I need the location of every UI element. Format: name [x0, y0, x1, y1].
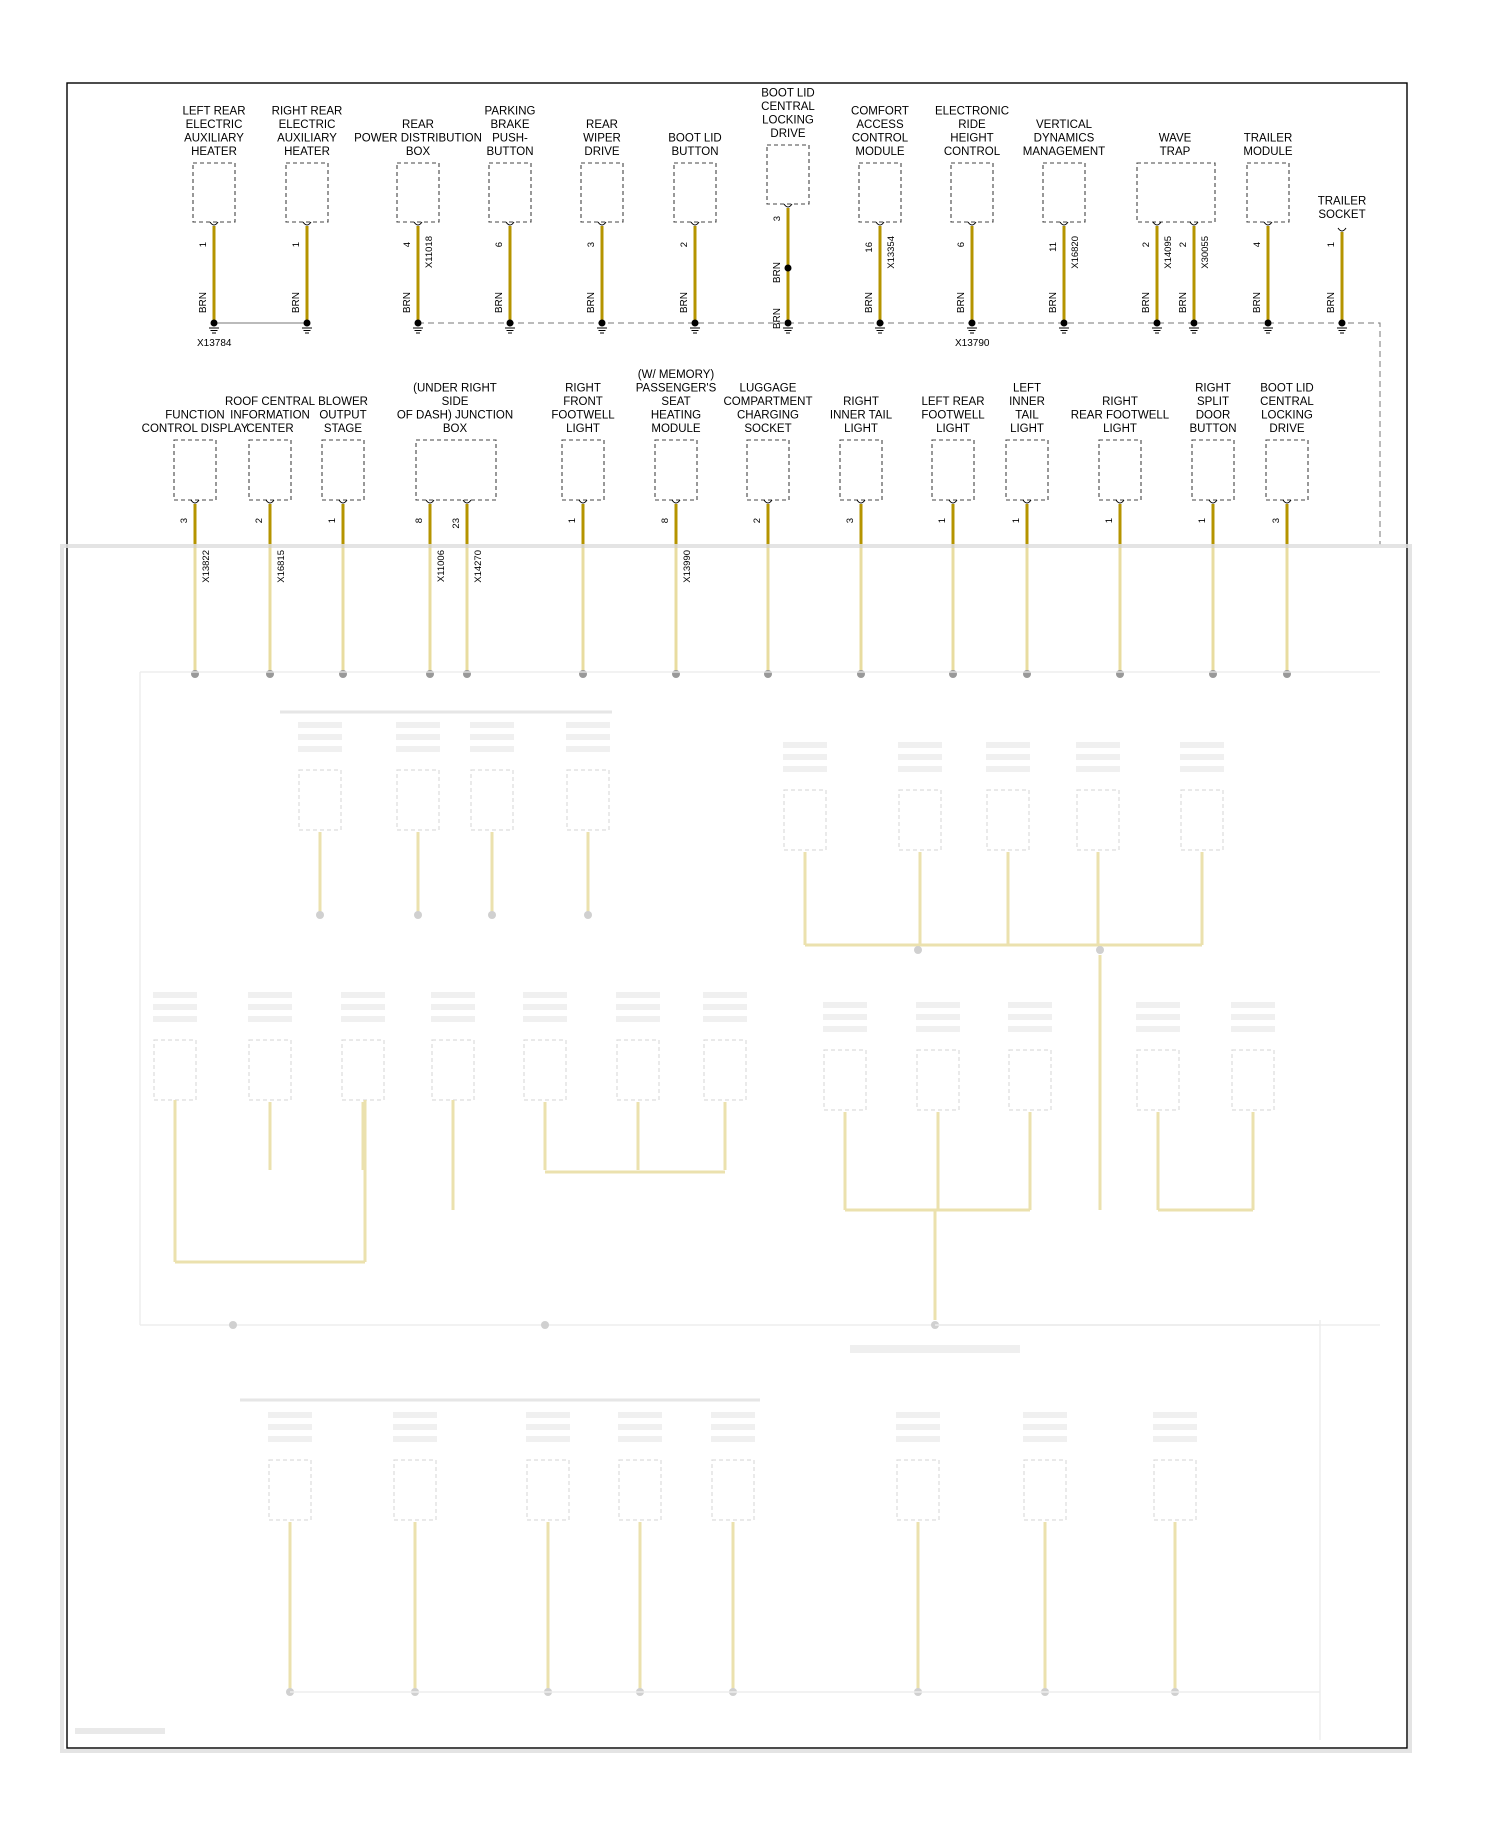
component-box	[249, 440, 291, 500]
pin-number: 8	[660, 518, 671, 524]
component-label-line: CENTRAL	[1260, 396, 1314, 408]
component-box	[932, 440, 974, 500]
component-label-line: AUXILIARY	[184, 132, 244, 145]
row1-components	[182, 88, 1366, 350]
component-label-line: OUTPUT	[319, 409, 367, 422]
component-label-line: PASSENGER'S	[635, 382, 717, 395]
component-label-line: ELECTRIC	[185, 119, 243, 131]
component-label-line: REAR FOOTWELL	[1070, 409, 1170, 422]
wire-color-label: BRN	[1178, 292, 1189, 314]
component-label-line: LIGHT	[936, 423, 970, 435]
component-label-line: TAIL	[1015, 409, 1039, 422]
connector-id: X13990	[682, 550, 693, 583]
pin-number: 1	[291, 242, 302, 248]
component-box	[1043, 163, 1085, 222]
ground-point	[1263, 320, 1273, 334]
component-label-line: AUXILIARY	[277, 132, 337, 145]
component-box	[1247, 163, 1289, 222]
ground-point	[1337, 320, 1347, 334]
connector-id: X16820	[1070, 236, 1081, 269]
component-row1-9	[1023, 119, 1105, 333]
component-label-line: INNER TAIL	[829, 409, 893, 422]
component-label-line: MODULE	[855, 146, 905, 158]
component-label-line: BOOT LID	[761, 87, 815, 100]
pin-number: 4	[1252, 242, 1263, 248]
component-label-line: DYNAMICS	[1033, 132, 1095, 145]
component-box	[322, 440, 364, 500]
wire-color-label: BRN	[494, 292, 505, 314]
component-label-line: CHARGING	[737, 409, 799, 422]
pin-number: 11	[1048, 242, 1059, 252]
pin-number: 1	[1326, 242, 1337, 248]
connector-id: X13822	[201, 550, 212, 583]
component-label-line: TRAILER	[1243, 132, 1293, 145]
wire-color-label: BRN	[1048, 292, 1059, 314]
component-label-line: LIGHT	[844, 423, 878, 435]
pin-number: 3	[586, 242, 597, 248]
component-label-line: WIPER	[583, 132, 621, 145]
component-label-line: LUGGAGE	[739, 382, 797, 395]
component-label-line: CENTER	[246, 423, 294, 435]
pin-number: 3	[1271, 518, 1282, 524]
pin-number: 6	[956, 242, 967, 248]
component-row1-2	[354, 119, 482, 333]
ground-point	[302, 320, 312, 334]
component-label-line: LOCKING	[762, 114, 814, 127]
wire-color-label: BRN	[291, 292, 302, 314]
pin-number: 1	[1104, 518, 1115, 524]
component-row1-13	[1318, 196, 1367, 334]
component-label-line: OF DASH) JUNCTION	[396, 409, 514, 422]
component-box	[562, 440, 604, 500]
connector-id: X11018	[424, 236, 435, 269]
component-row1-5	[668, 133, 721, 334]
component-box	[859, 163, 901, 222]
component-label-line: ELECTRIC	[278, 119, 336, 131]
component-label-line: SIDE	[441, 396, 469, 408]
component-label-line: LIGHT	[566, 423, 600, 435]
component-label-line: CONTROL DISPLAY	[141, 423, 249, 435]
component-label-line: ACCESS	[856, 119, 904, 131]
component-label-line: INFORMATION	[230, 409, 310, 422]
connector-id: X13354	[886, 236, 897, 269]
pin-number: 2	[679, 242, 690, 248]
component-label-line: STAGE	[323, 423, 363, 435]
component-box	[416, 440, 496, 500]
pin-number: 8	[414, 518, 425, 524]
component-label-line: HEIGHT	[950, 132, 994, 145]
component-label-line: SEAT	[661, 396, 691, 408]
component-label-line: LIGHT	[1103, 423, 1137, 435]
pin-number: 2	[1178, 242, 1189, 248]
component-label-line: FOOTWELL	[551, 409, 615, 422]
pin-number: 1	[1011, 518, 1022, 524]
component-label-line: WAVE	[1158, 132, 1192, 145]
splice-dot	[785, 265, 792, 272]
component-label-line: POWER DISTRIBUTION	[354, 132, 482, 145]
component-row1-10	[1137, 133, 1215, 334]
ground-point	[783, 320, 793, 334]
component-label-line: SOCKET	[1318, 209, 1366, 221]
component-box	[1192, 440, 1234, 500]
wire-color-label: BRN	[1326, 292, 1337, 314]
pin-number: 3	[772, 216, 783, 222]
component-box	[1006, 440, 1048, 500]
component-label-line: LEFT	[1012, 382, 1042, 395]
component-label-line: SOCKET	[744, 423, 792, 435]
component-box	[174, 440, 216, 500]
component-label-line: SPLIT	[1197, 396, 1229, 408]
component-label-line: COMPARTMENT	[723, 396, 813, 408]
pin-terminal	[1338, 228, 1346, 231]
component-box	[1266, 440, 1308, 500]
component-row1-12	[1243, 133, 1293, 334]
component-label-line: RIGHT REAR	[271, 105, 343, 118]
component-row1-0	[182, 106, 245, 334]
component-label-line: BOX	[442, 423, 468, 435]
wire-color-label: BRN	[679, 292, 690, 314]
component-box	[674, 163, 716, 222]
component-label-line: MODULE	[1243, 146, 1293, 158]
component-row1-3	[485, 106, 536, 334]
wire-color-label: BRN	[956, 292, 967, 314]
component-label-line: FOOTWELL	[921, 409, 985, 422]
wire-color-label: BRN	[864, 292, 875, 314]
component-label-line: FRONT	[563, 396, 603, 408]
pin-number: 1	[327, 518, 338, 524]
component-label-line: TRAP	[1159, 146, 1191, 158]
component-row1-1	[272, 106, 343, 334]
wire-color-label: BRN	[772, 308, 783, 330]
component-label-line: TRAILER	[1317, 195, 1367, 208]
ground-label: X13790	[955, 338, 990, 349]
component-box	[581, 163, 623, 222]
pin-number: 1	[937, 518, 948, 524]
component-label-line: RIGHT	[843, 396, 879, 408]
ground-point	[690, 320, 700, 334]
component-label-line: ROOF CENTRAL	[224, 396, 316, 408]
ground-point	[967, 320, 977, 334]
component-label-line: BUTTON	[1189, 423, 1237, 435]
connector-id: X11006	[436, 550, 447, 583]
wire-color-label: BRN	[402, 292, 413, 314]
component-label-line: LOCKING	[1261, 409, 1313, 422]
connector-id: X16815	[276, 550, 287, 583]
component-label-line: CENTRAL	[761, 101, 815, 113]
ground-point	[505, 320, 515, 334]
connector-id: X14270	[473, 550, 484, 583]
ground-point	[413, 320, 423, 334]
component-label-line: MODULE	[651, 423, 701, 435]
component-label-line: MANAGEMENT	[1022, 146, 1106, 158]
component-row1-8	[935, 106, 1009, 334]
ground-point	[209, 320, 219, 334]
component-box	[286, 163, 328, 222]
pin-number: 23	[451, 518, 462, 529]
ground-point	[1152, 320, 1162, 334]
component-label-line: REAR	[586, 119, 618, 131]
pin-number: 2	[1141, 242, 1152, 248]
component-label-line: DRIVE	[770, 128, 806, 140]
component-box	[767, 145, 809, 204]
component-label-line: LEFT REAR	[921, 396, 985, 408]
component-label-line: RIDE	[958, 119, 986, 131]
component-box	[840, 440, 882, 500]
component-box	[951, 163, 993, 222]
component-row1-11	[1178, 222, 1211, 333]
component-box	[397, 163, 439, 222]
component-label-line: (W/ MEMORY)	[637, 369, 715, 381]
component-label-line: DRIVE	[1269, 423, 1305, 435]
pin-number: 3	[179, 518, 190, 524]
component-label-line: BOOT LID	[668, 132, 722, 145]
ground-label: X13784	[197, 338, 232, 349]
component-label-line: LEFT REAR	[182, 105, 246, 118]
component-box	[1137, 163, 1215, 222]
pin-number: 3	[845, 518, 856, 524]
component-row1-4	[581, 119, 623, 333]
pin-number: 16	[864, 242, 875, 253]
component-label-line: DRIVE	[584, 146, 620, 158]
component-label-line: COMFORT	[851, 105, 909, 118]
pin-number: 2	[752, 518, 763, 524]
component-label-line: VERTICAL	[1035, 119, 1093, 131]
component-label-line: HEATING	[650, 409, 702, 422]
pin-number: 4	[402, 242, 413, 248]
component-label-line: RIGHT	[1102, 396, 1138, 408]
pin-number: 2	[254, 518, 265, 524]
component-label-line: REAR	[402, 119, 434, 131]
component-label-line: DOOR	[1195, 409, 1231, 422]
component-box	[193, 163, 235, 222]
component-label-line: BUTTON	[486, 146, 534, 158]
component-label-line: FUNCTION	[165, 409, 225, 422]
component-box	[747, 440, 789, 500]
component-label-line: INNER	[1009, 396, 1045, 408]
component-label-line: RIGHT	[1195, 382, 1231, 395]
pin-number: 1	[198, 242, 209, 248]
component-label-line: PUSH-	[492, 132, 528, 145]
connector-id: X30055	[1200, 236, 1211, 269]
component-label-line: HEATER	[191, 146, 237, 158]
component-row1-6	[761, 88, 815, 334]
component-label-line: HEATER	[284, 146, 330, 158]
component-label-line: ELECTRONIC	[934, 105, 1010, 118]
component-label-line: RIGHT	[565, 382, 601, 395]
component-label-line: CONTROL	[851, 132, 909, 145]
component-box	[1099, 440, 1141, 500]
component-label-line: BLOWER	[318, 396, 368, 408]
pin-number: 1	[1197, 518, 1208, 524]
component-box	[655, 440, 697, 500]
ground-point	[597, 320, 607, 334]
component-box	[489, 163, 531, 222]
component-label-line: BRAKE	[490, 119, 530, 131]
wire-color-label: BRN	[586, 292, 597, 314]
connector-id: X14095	[1163, 236, 1174, 269]
ground-point	[875, 320, 885, 334]
component-label-line: LIGHT	[1010, 423, 1044, 435]
component-label-line: BOX	[405, 146, 431, 158]
pin-number: 6	[494, 242, 505, 248]
wire-color-label: BRN	[1252, 292, 1263, 314]
component-row1-7	[851, 106, 909, 334]
component-label-line: BOOT LID	[1260, 382, 1314, 395]
pin-number: 1	[567, 518, 578, 524]
wire-color-label: BRN	[198, 292, 209, 314]
wire-color-label: BRN	[772, 262, 783, 284]
ground-point	[1059, 320, 1069, 334]
ground-point	[1189, 320, 1199, 334]
faded-lower-section	[62, 546, 1412, 1751]
component-label-line: PARKING	[484, 105, 536, 118]
component-label-line: BUTTON	[671, 146, 719, 158]
component-label-line: (UNDER RIGHT	[413, 382, 497, 395]
wire-color-label: BRN	[1141, 292, 1152, 314]
component-label-line: CONTROL	[943, 146, 1001, 158]
